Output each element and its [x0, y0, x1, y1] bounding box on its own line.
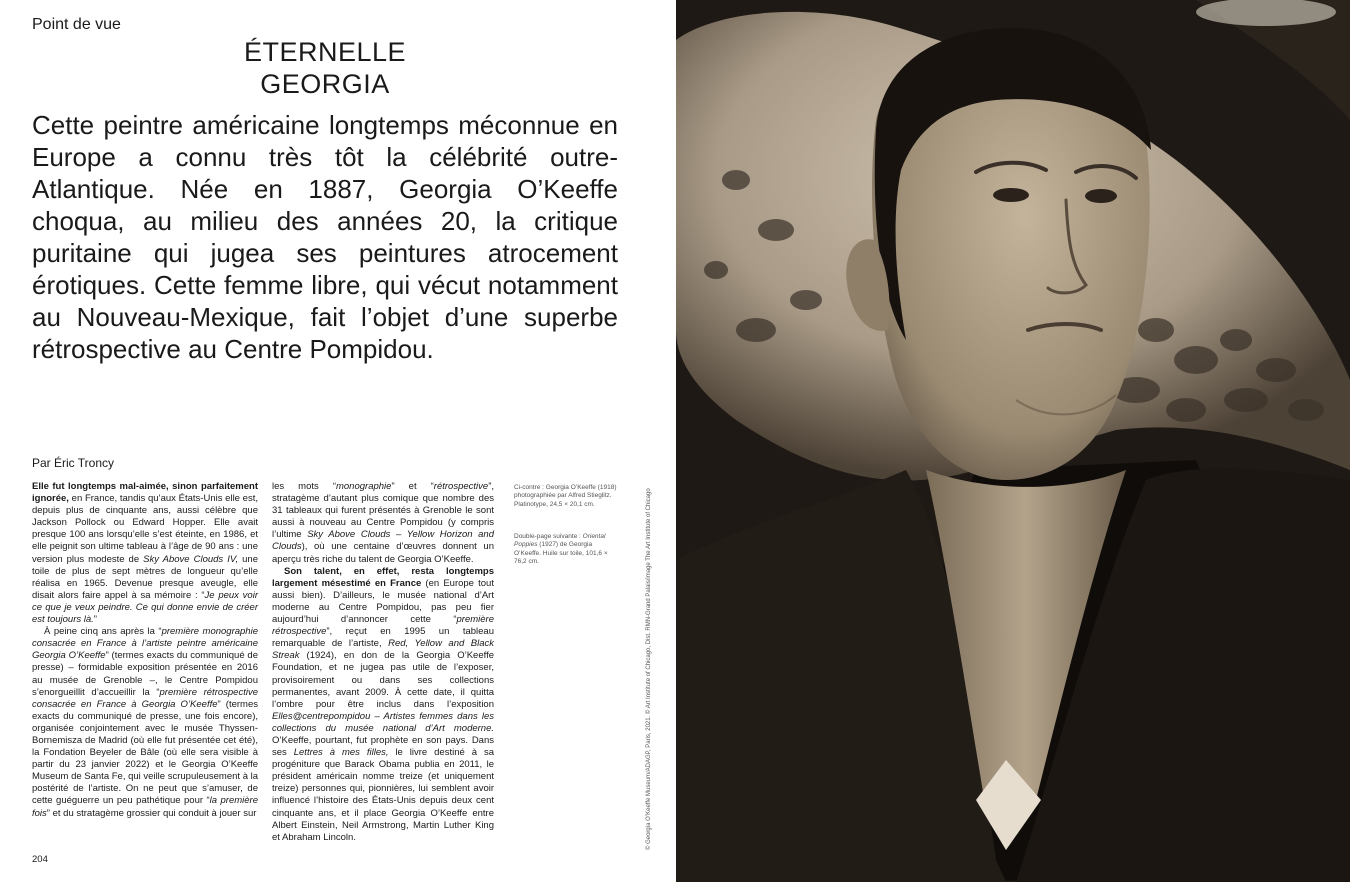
text-run: ” (termes exacts du communiqué de presse, une fois encore), organisée conjointement avec le musée Thyssen-Bornemisza de Madrid (où elle fut présentée cet été), la Fondation Beyeler de Bâle (où elle sera visible à partir du 23 janvier 2022) et le Georgia O’Keeffe Museum de Santa Fe, qui veille scrupuleusement à la postérité de l’artiste. On ne peut que s’amuser, de cette guéguerre un peu pathétique pour “	[32, 698, 259, 807]
text-run: ”, stratagème d’autant plus comique que nombre des 31 tableaux qui furent présentés à Grenoble le sont aussi à nouveau au Centre Pompidou (y compris l’ultime	[272, 481, 494, 541]
text-run: À peine cinq ans après la “	[44, 626, 162, 638]
page-number: 204	[32, 854, 48, 865]
body-column-2	[272, 481, 494, 844]
text-run: ”	[93, 614, 97, 626]
article-lede: Cette peintre américaine longtemps méconnue en Europe a connu très tôt la célébrité outre-Atlantique. Née en 1887, Georgia O’Keeffe choqua, au milieu des années 20, la critique puritaine qui jugea ses peintures atrocement érotiques. Cette femme libre, qui vécut notamment au Nouveau-Mexique, fait l’objet d’une superbe rétrospective au Centre Pompidou.	[32, 110, 618, 364]
italic-quote: Je peux voir ce que je veux peindre. Ce qui donne envie de créer est toujours là.	[32, 589, 258, 626]
title-line-2: GEORGIA	[260, 69, 390, 99]
byline: Par Éric Troncy	[32, 456, 115, 470]
italic-run: première rétrospective	[272, 614, 494, 638]
italic-run: première rétrospective consacrée en France à Georgia O’Keeffe	[32, 686, 258, 710]
text-run: les mots “	[272, 481, 336, 492]
portrait-photo	[676, 0, 1350, 882]
left-eye	[993, 188, 1029, 202]
text-run: ” et du stratagème grossier qui conduit à jouer sur	[46, 807, 257, 819]
caption-text: Ci-contre : Georgia O’Keeffe (1918) photographiée par Alfred Stieglitz. Platinotype, 24,5 × 20,1 cm.	[514, 484, 617, 508]
text-run: ”, reçut en 1995 un tableau remarquable de l’artiste,	[272, 626, 494, 650]
photo-caption	[514, 484, 620, 509]
italic-run: Sky Above Clouds IV,	[143, 553, 239, 565]
caption-text: Double-page suivante :	[514, 533, 583, 540]
italic-run: rétrospective	[433, 481, 489, 492]
paragraph	[272, 481, 494, 566]
right-eye	[1085, 189, 1117, 203]
lead-in: Elle fut longtemps mal-aimée, sinon parfaitement ignorée,	[32, 481, 258, 505]
text-run: ” (termes exacts du communiqué de presse) – formidable exposition présentée en 2016 au musée de Grenoble –, le Centre Pompidou s’enorgueillit d’accueillir la “	[32, 650, 258, 698]
lead-in: Son talent, en effet, resta longtemps largement mésestimé en France	[272, 565, 494, 589]
body-column-1	[32, 481, 258, 820]
text-run: O’Keeffe, pourtant, fut prophète en son pays. Dans ses	[272, 734, 494, 759]
paragraph	[32, 626, 258, 820]
italic-run: première monographie consacrée en France à l’artiste peintre américaine Georgia O’Keeffe	[32, 626, 258, 662]
paragraph	[272, 566, 494, 844]
article-title	[0, 36, 650, 100]
text-run: (1924), en don de la Georgia O’Keeffe Foundation, et ne jugea pas utile de l’exposer, provisoirement ou dans ses collections permanentes, avant 2009. À cette date, il quitta l’ombre pour être inclus dans l’exposition	[272, 650, 494, 710]
italic-run: Lettres à mes filles,	[293, 747, 389, 759]
caption-italic: Oriental Poppies	[514, 533, 606, 549]
text-run: (en Europe tout aussi bien). D’ailleurs, le musée national d’Art moderne au Centre Pompidou, pas peu fier aujourd’hui d’annoncer cette “	[272, 577, 494, 626]
section-rubric: Point de vue	[32, 16, 121, 33]
next-spread-caption	[514, 533, 620, 566]
photo-credit: © Georgia O’Keeffe Museum/ADAGP, Paris, 2021. © Art Institute of Chicago, Dist. RMN-Grand Palais/image The Art Institute of Chicago	[646, 488, 652, 850]
italic-run: Elles@centrepompidou – Artistes femmes dans les collections du musée national d’Art moderne.	[272, 710, 494, 734]
caption-text: (1927) de Georgia O’Keeffe. Huile sur toile, 101,6 × 76,2 cm.	[514, 541, 608, 565]
italic-run: monographie	[335, 481, 392, 492]
italic-run: la première fois	[32, 795, 258, 819]
text-run: ), où une centaine d’œuvres donnent un aperçu très riche du talent de Georgia O’Keeffe.	[272, 541, 494, 565]
text-run: ” et “	[391, 481, 434, 492]
text-run: le livre destiné à sa progéniture que Barack Obama publia en 2011, le président américain nomme treize (et uniquement treize) personnes qui, pionnières, lui semblent avoir influencé l’histoire des États-Unis depuis deux cent cinquante ans, et il place Georgia O’Keeffe entre Albert Einstein, Neil Armstrong, Martin Luther King et Abraham Lincoln.	[272, 747, 494, 843]
paragraph	[32, 481, 258, 626]
text-run: en France, tandis qu’aux États-Unis elle est, depuis plus de cinquante ans, aussi célèbre que Jackson Pollock ou Edward Hopper. Elle avait presque 100 ans lorsqu’elle s’est éteinte, en 1986, et elle peignit son ultime tableau à l’âge de 90 ans : une version plus modeste de	[32, 493, 258, 565]
title-line-1: ÉTERNELLE	[243, 37, 407, 67]
portrait-illustration	[676, 0, 1350, 882]
text-run: une toile de plus de sept mètres de longueur qu’elle réalisa en 1965. Devenue presque aveugle, elle disait alors faire appel à sa mémoire : “	[32, 553, 258, 601]
italic-run: Sky Above Clouds – Yellow Horizon and Clouds	[272, 529, 495, 553]
italic-run: Red, Yellow and Black Streak	[272, 638, 494, 662]
